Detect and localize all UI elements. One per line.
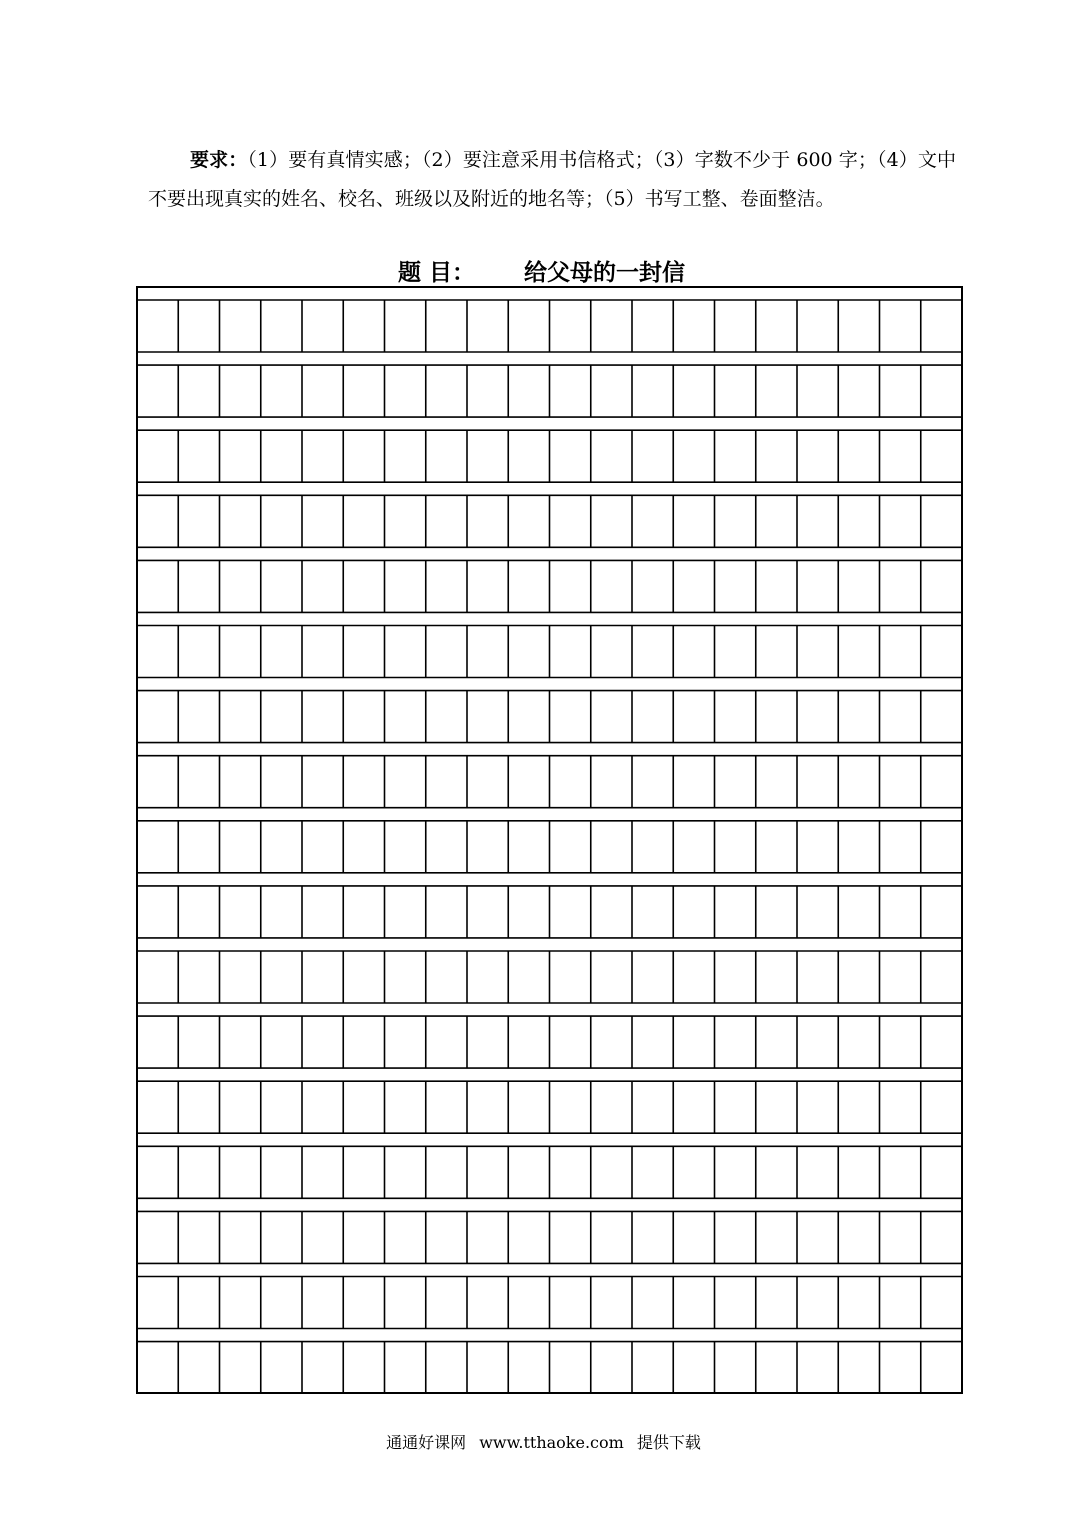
footer (0, 1430, 1087, 1453)
footer-site-name: 通通好课网 (386, 1433, 467, 1452)
grid-row[interactable] (137, 1277, 962, 1329)
grid-row[interactable] (137, 430, 962, 482)
grid-row[interactable] (137, 300, 962, 352)
grid-row[interactable] (137, 1081, 962, 1133)
grid-row[interactable] (137, 1342, 962, 1393)
title-text: 给父母的一封信 (524, 260, 685, 286)
grid-row[interactable] (137, 756, 962, 808)
grid-row[interactable] (137, 951, 962, 1003)
grid-row[interactable] (137, 821, 962, 873)
grid-row[interactable] (137, 495, 962, 547)
footer-suffix: 提供下载 (636, 1433, 701, 1452)
grid-row[interactable] (137, 365, 962, 417)
requirements-text: （1）要有真情实感；（2）要注意采用书信格式；（3）字数不少于 600 字；（4）文中不要出现真实的姓名、校名、班级以及附近的地名等；（5）书写工整、卷面整洁。 (148, 149, 956, 210)
grid-row[interactable] (137, 1211, 962, 1263)
grid-row[interactable] (137, 560, 962, 612)
grid-row[interactable] (137, 1016, 962, 1068)
requirements-label: 要求： (190, 149, 248, 171)
grid-row[interactable] (137, 886, 962, 938)
grid-row[interactable] (137, 691, 962, 743)
grid-row[interactable] (137, 1146, 962, 1198)
grid-row[interactable] (137, 626, 962, 678)
footer-url[interactable]: www.tthaoke.com (479, 1433, 624, 1452)
title-label: 题 目： (398, 260, 476, 286)
